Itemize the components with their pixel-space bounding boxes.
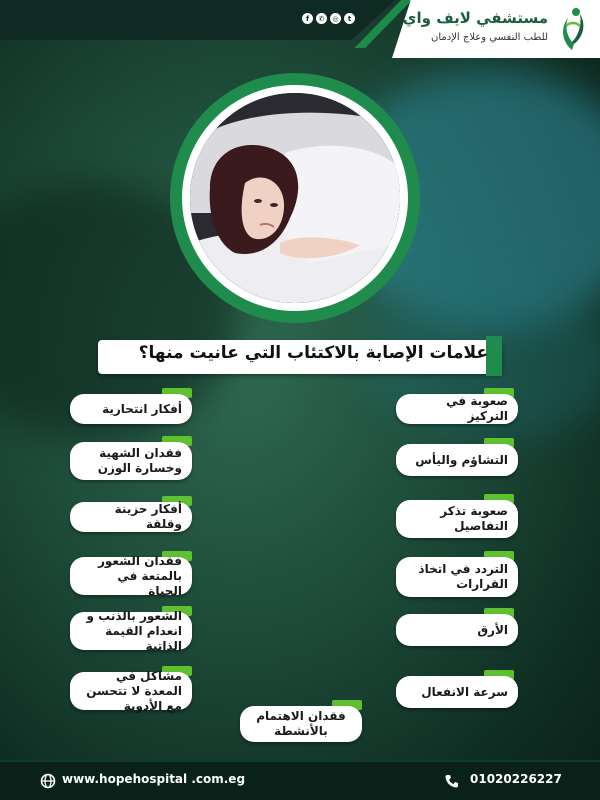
whatsapp-icon[interactable]: ✆	[316, 13, 327, 24]
symptom-card	[396, 500, 518, 538]
phone-number[interactable]: 01020226227	[470, 772, 562, 786]
brand-subtitle: للطب النفسي وعلاج الإدمان	[431, 32, 548, 43]
symptom-label: فقدان الشهية وخسارة الوزن	[97, 446, 182, 475]
page-title: علامات الإصابة بالاكتئاب التي عانيت منها؟	[138, 343, 488, 363]
twitter-icon[interactable]: t	[344, 13, 355, 24]
symptom-label: الشعور بالذنب و انعدام القيمة الذاتية	[86, 608, 182, 653]
symptom-label: التشاؤم واليأس	[415, 452, 508, 467]
sad-woman-illustration	[190, 93, 400, 303]
symptom-label: صعوبة تذكر التفاصيل	[440, 504, 508, 533]
symptom-label: فقدان الاهتمام بالأنشطة	[256, 709, 346, 738]
symptom-label: الأرق	[477, 622, 508, 637]
symptom-label: فقدان الشعور بالمتعة في الحياة	[98, 553, 182, 598]
symptom-label: أفكار انتحارية	[102, 401, 182, 416]
symptom-card	[396, 444, 518, 476]
facebook-icon[interactable]: f	[302, 13, 313, 24]
symptom-card	[70, 608, 192, 653]
hero-photo	[190, 93, 400, 303]
symptom-card	[396, 394, 518, 424]
symptom-card	[70, 394, 192, 424]
brand-name: مستشفي لايف واي	[402, 9, 548, 27]
symptom-card	[240, 706, 362, 742]
website-link[interactable]: www.hopehospital .com.eg	[62, 772, 246, 786]
social-links	[302, 13, 355, 24]
globe-icon	[40, 773, 56, 789]
symptom-card	[70, 502, 192, 532]
instagram-icon[interactable]: ◎	[330, 13, 341, 24]
hospital-logo-icon	[554, 6, 590, 52]
symptom-label: التردد في اتخاذ القرارات	[418, 562, 508, 591]
symptom-label: مشاكل في المعدة لا تتحسن مع الأدوية	[86, 668, 182, 713]
symptom-label: صعوبة في التركيز	[446, 394, 508, 423]
symptom-label: سرعة الانفعال	[421, 684, 508, 699]
symptom-card	[70, 668, 192, 713]
title-accent-tab	[486, 336, 502, 376]
symptom-card	[70, 442, 192, 480]
symptom-label: أفكار حزينة وقلقة	[114, 502, 182, 531]
symptom-card	[70, 553, 192, 598]
symptom-card	[396, 676, 518, 708]
symptom-card	[396, 614, 518, 646]
symptom-card	[396, 557, 518, 597]
phone-icon	[444, 773, 460, 789]
